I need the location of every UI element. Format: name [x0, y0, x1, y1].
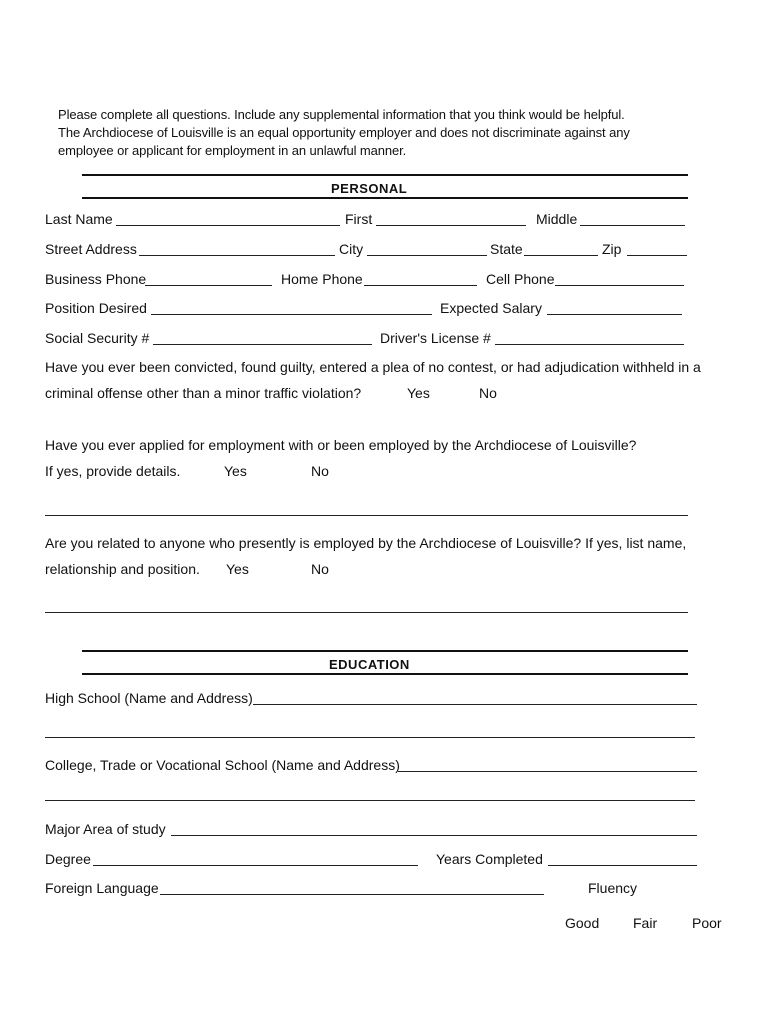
prior-employment-question-line-2: If yes, provide details.: [45, 463, 181, 479]
relatives-question-line-2: relationship and position.: [45, 561, 200, 577]
conviction-question-line-2: criminal offense other than a minor traffic violation?: [45, 385, 362, 401]
home-phone-field[interactable]: [364, 271, 477, 286]
education-section-title: EDUCATION: [329, 657, 410, 672]
city-field[interactable]: [367, 241, 487, 256]
college-field-line-2[interactable]: [45, 800, 695, 801]
ssn-field[interactable]: [153, 330, 372, 345]
conviction-question-line-1: Have you ever been convicted, found guilty, entered a plea of no contest, or had adjudication withheld in a: [45, 359, 701, 375]
business-phone-label: Business Phone: [45, 271, 147, 287]
relatives-yes-option[interactable]: Yes: [226, 561, 249, 577]
high-school-field-line-2[interactable]: [45, 737, 695, 738]
middle-name-label: Middle: [536, 211, 578, 227]
prior-employment-yes-option[interactable]: Yes: [224, 463, 247, 479]
personal-section-title: PERSONAL: [331, 181, 408, 196]
relatives-details-field[interactable]: [45, 612, 688, 613]
drivers-license-label: Driver's License #: [380, 330, 491, 346]
expected-salary-field[interactable]: [547, 300, 682, 315]
degree-label: Degree: [45, 851, 91, 867]
college-label: College, Trade or Vocational School (Name and Address): [45, 757, 400, 773]
intro-line-1: Please complete all questions. Include any supplemental information that you think would be helpful.: [58, 107, 625, 122]
relatives-question-line-1: Are you related to anyone who presently is employed by the Archdiocese of Louisville? If yes, list name,: [45, 535, 687, 551]
prior-employment-question-line-1: Have you ever applied for employment with or been employed by the Archdiocese of Louisville?: [45, 437, 637, 453]
major-field[interactable]: [171, 821, 697, 836]
relatives-no-option[interactable]: No: [311, 561, 329, 577]
prior-employment-details-field[interactable]: [45, 515, 688, 516]
personal-bottom-rule: [82, 197, 688, 199]
high-school-label: High School (Name and Address): [45, 690, 253, 706]
state-field[interactable]: [524, 241, 598, 256]
first-name-field[interactable]: [376, 211, 526, 226]
fluency-fair-option[interactable]: Fair: [633, 915, 658, 931]
position-desired-label: Position Desired: [45, 300, 147, 316]
high-school-field[interactable]: [253, 690, 697, 705]
ssn-label: Social Security #: [45, 330, 150, 346]
degree-field[interactable]: [93, 851, 418, 866]
expected-salary-label: Expected Salary: [440, 300, 542, 316]
fluency-label: Fluency: [588, 880, 638, 896]
prior-employment-no-option[interactable]: No: [311, 463, 329, 479]
conviction-yes-option[interactable]: Yes: [407, 385, 430, 401]
foreign-language-field[interactable]: [160, 880, 544, 895]
conviction-no-option[interactable]: No: [479, 385, 497, 401]
years-completed-field[interactable]: [548, 851, 697, 866]
foreign-language-label: Foreign Language: [45, 880, 159, 896]
position-desired-field[interactable]: [151, 300, 432, 315]
drivers-license-field[interactable]: [495, 330, 684, 345]
business-phone-field[interactable]: [145, 271, 272, 286]
college-field[interactable]: [398, 757, 697, 772]
major-label: Major Area of study: [45, 821, 166, 837]
middle-name-field[interactable]: [580, 211, 685, 226]
fluency-poor-option[interactable]: Poor: [692, 915, 722, 931]
personal-top-rule: [82, 174, 688, 176]
intro-line-2: The Archdiocese of Louisville is an equal opportunity employer and does not discriminate against any: [58, 125, 630, 140]
home-phone-label: Home Phone: [281, 271, 363, 287]
street-address-label: Street Address: [45, 241, 137, 257]
education-top-rule: [82, 650, 688, 652]
cell-phone-label: Cell Phone: [486, 271, 555, 287]
last-name-label: Last Name: [45, 211, 113, 227]
last-name-field[interactable]: [116, 211, 340, 226]
zip-label: Zip: [602, 241, 622, 257]
street-address-field[interactable]: [139, 241, 335, 256]
first-name-label: First: [345, 211, 373, 227]
zip-field[interactable]: [627, 241, 687, 256]
intro-line-3: employee or applicant for employment in an unlawful manner.: [58, 143, 407, 158]
years-completed-label: Years Completed: [436, 851, 543, 867]
fluency-good-option[interactable]: Good: [565, 915, 600, 931]
city-label: City: [339, 241, 364, 257]
cell-phone-field[interactable]: [555, 271, 684, 286]
education-bottom-rule: [82, 673, 688, 675]
state-label: State: [490, 241, 523, 257]
